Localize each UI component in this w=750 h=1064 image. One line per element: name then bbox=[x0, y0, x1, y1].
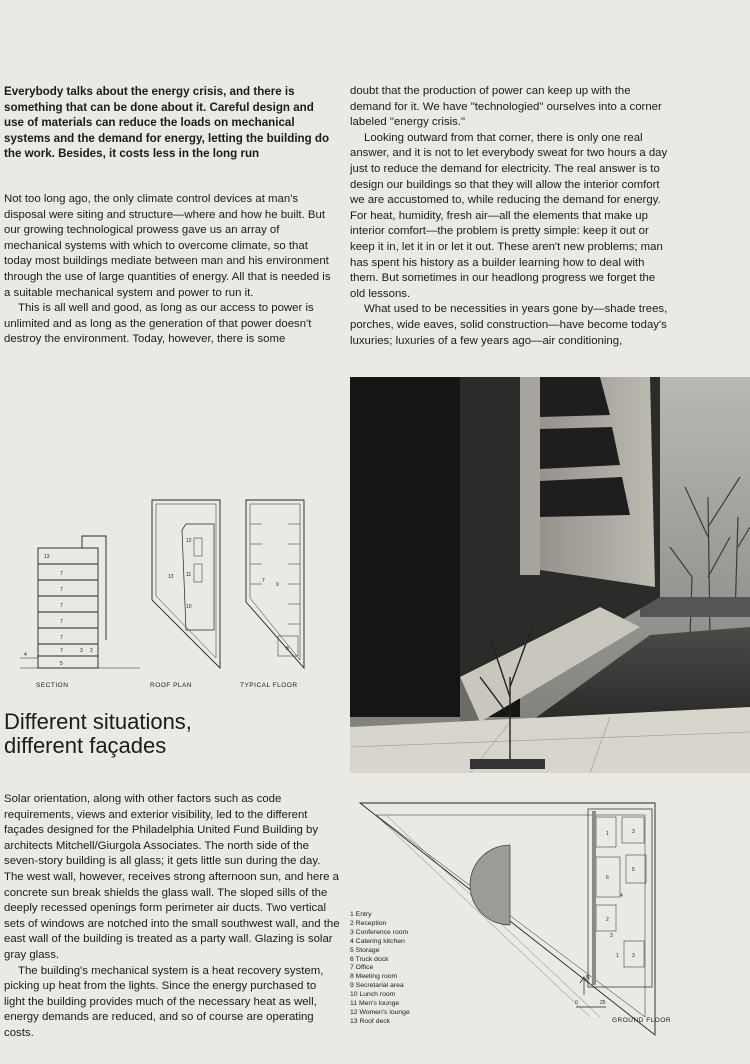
plan-number: 3 bbox=[632, 829, 635, 835]
section-number: 13 bbox=[44, 554, 50, 560]
section-label: SECTION bbox=[36, 682, 69, 689]
section-number: 7 bbox=[60, 648, 63, 654]
body-column-left bbox=[4, 192, 336, 348]
roof-number: 11 bbox=[186, 572, 192, 578]
section-number: 3 bbox=[80, 648, 83, 654]
plan-number: 3 bbox=[632, 953, 635, 959]
typical-floor-label: TYPICAL FLOOR bbox=[240, 682, 298, 689]
plan-number: 2 bbox=[606, 917, 609, 923]
section-number: 7 bbox=[60, 603, 63, 609]
plan-number: 4 bbox=[620, 893, 623, 899]
legend-item: 1 Entry bbox=[350, 911, 372, 918]
headline-line: different façades bbox=[4, 733, 167, 758]
paragraph: Looking outward from that corner, there is only one real answer, and it is not to let everybody sweat for two hours a day just to reduce the demand for electricity. The real answer is to design our buildings so that they will allow the interior comfort we are accustomed to, while reducing the demand for energy. For heat, humidity, fresh air—all the elements that make up interior comfort—the problem is pretty simple: keep it out or keep it in, let it in or let it out. These aren't new problems; man has spent his history as a builder learning how to deal with them. But sometimes in our headlong progress we forget the old lessons. bbox=[350, 131, 668, 300]
body-column-bottom bbox=[4, 792, 340, 1042]
architectural-drawings bbox=[0, 490, 345, 700]
plan-number: 3 bbox=[610, 933, 613, 939]
legend-item: 9 Secretarial area bbox=[350, 982, 404, 990]
scale-25: 25 bbox=[600, 1000, 606, 1006]
intro-paragraph: Everybody talks about the energy crisis, and there is something that can be done about it. Careful design and use of materials can reduce the loads on mechanical systems and the demand for energy, letting the building do the work. Besides, it costs less in the long run bbox=[4, 85, 330, 161]
building-photograph bbox=[350, 377, 750, 773]
room-legend bbox=[350, 911, 410, 1027]
legend-item: 13 Roof deck bbox=[350, 1017, 391, 1025]
section-number: 7 bbox=[60, 587, 63, 593]
plan-number: 6 bbox=[606, 875, 609, 881]
legend-item: 5 Storage bbox=[350, 946, 380, 954]
legend-item: 11 Men's lounge bbox=[350, 1000, 400, 1008]
section-number: 4 bbox=[24, 652, 27, 658]
roof-number: 10 bbox=[186, 604, 192, 610]
paragraph: Solar orientation, along with other factors such as code requirements, views and exterior visibility, led to the different façades designed for the Philadelphia United Fund Building by architects Mitchell/Giurgola Associates. The north side of the seven-story building is all glass; it gets little sun during the day. The west wall, however, receives strong afternoon sun, and here a concrete sun break shields the glass wall. The sloped sills of the deeply recessed openings form perimeter air ducts. Two vertical sets of windows are notched into the small southwest wall, and the east wall of the building is treated as a party wall. Glazing is solar gray glass. bbox=[4, 793, 340, 961]
legend-item: 6 Truck dock bbox=[350, 955, 389, 963]
paragraph: The building's mechanical system is a heat recovery system, picking up heat from the lights. Since the energy purchased to light the building provides much of the necessary heat as well, energy demands are reduced, and so of course are operating costs. bbox=[4, 964, 324, 1039]
section-number: 7 bbox=[60, 635, 63, 641]
floor-number: 9 bbox=[276, 582, 279, 588]
roof-number: 12 bbox=[186, 538, 192, 544]
paragraph: This is all well and good, as long as our access to power is unlimited and as long as the generation of that power doesn't destroy the environment. Today, however, there is some bbox=[4, 302, 314, 346]
floor-number: 8 bbox=[286, 646, 289, 652]
legend-item: 7 Office bbox=[350, 964, 374, 972]
legend-item: 10 Lunch room bbox=[350, 991, 396, 999]
roof-plan-drawing bbox=[152, 500, 220, 668]
headline-line: Different situations, bbox=[4, 709, 192, 734]
paragraph: Not too long ago, the only climate control devices at man's disposal were siting and structure—where and how he built. But our growing technological prowess gave us an array of mechanical systems with which to overcome climate, so that today most buildings mediate between man and his environment through the use of large quantities of energy. All that is needed is a suitable mechanical system and power to run it. bbox=[4, 193, 331, 299]
section-number: 2 bbox=[90, 648, 93, 654]
section-number: 7 bbox=[60, 571, 63, 577]
legend-item: 8 Meeting room bbox=[350, 973, 398, 981]
roof-number: 13 bbox=[168, 574, 174, 580]
plan-number: 1 bbox=[616, 953, 619, 959]
scale-zero: 0 bbox=[575, 1000, 578, 1006]
ground-floor-label: GROUND FLOOR bbox=[612, 1017, 672, 1024]
legend-item: 2 Reception bbox=[350, 919, 387, 927]
paragraph: What used to be necessities in years gone by—shade trees, porches, wide eaves, solid construction—have become today's luxuries; luxuries of a few years ago—air conditioning, bbox=[350, 303, 668, 347]
plan-number: 1 bbox=[606, 831, 609, 837]
roof-plan-label: ROOF PLAN bbox=[150, 682, 193, 689]
section-drawing bbox=[38, 548, 98, 668]
plan-number: 5 bbox=[632, 867, 635, 873]
body-column-right bbox=[350, 84, 670, 349]
section-number: 5 bbox=[60, 661, 63, 667]
legend-item: 12 Women's lounge bbox=[350, 1008, 410, 1016]
legend-item: 4 Catering kitchen bbox=[350, 937, 405, 945]
legend-item: 3 Conference room bbox=[350, 928, 409, 936]
north-label: N bbox=[586, 975, 590, 981]
floor-number: 7 bbox=[262, 578, 265, 584]
section-headline bbox=[4, 710, 344, 758]
section-number: 7 bbox=[60, 619, 63, 625]
paragraph: doubt that the production of power can keep up with the demand for it. We have "technologied" ourselves into a corner labeled "energy crisis." bbox=[350, 85, 662, 129]
